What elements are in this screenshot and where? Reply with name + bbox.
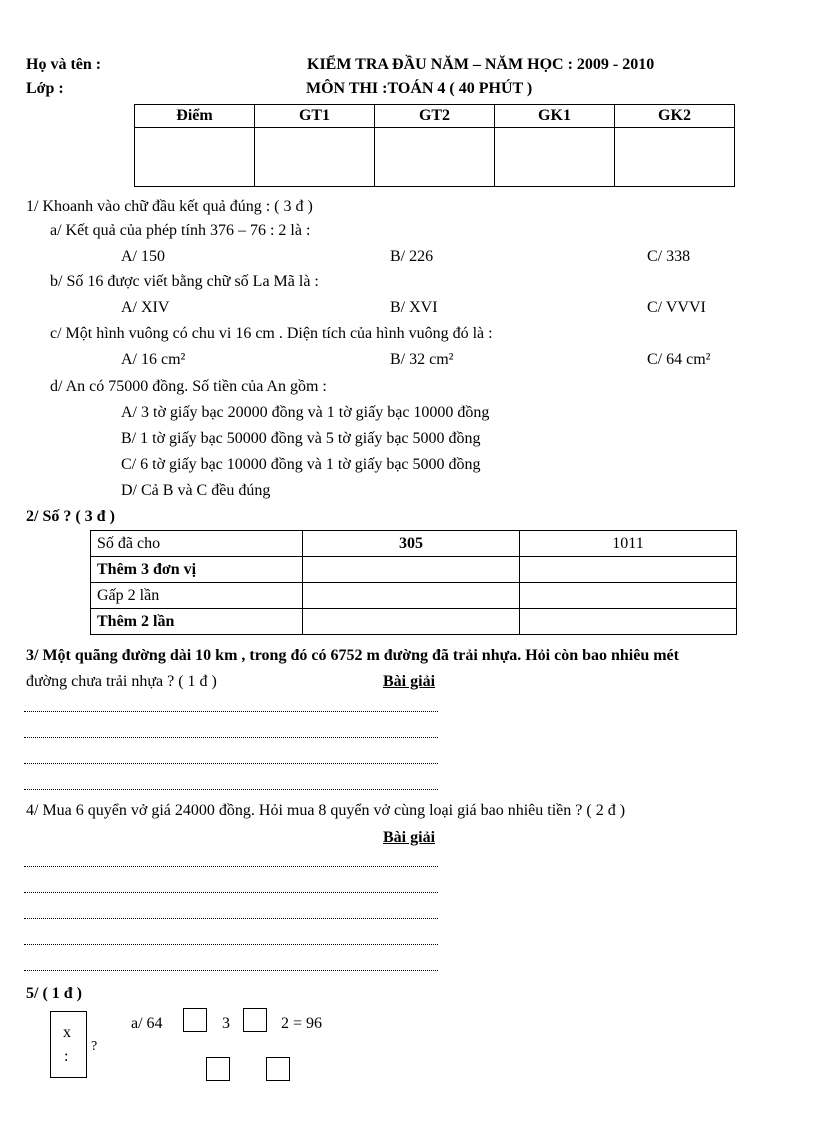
q1a-option-c[interactable]: C/ 338 — [647, 248, 691, 265]
q5a-suffix: 2 = 96 — [281, 1015, 323, 1032]
q2-answer-cell[interactable] — [520, 557, 737, 583]
q2-answer-cell[interactable] — [303, 557, 520, 583]
q1-title: 1/ Khoanh vào chữ đầu kết quả đúng : ( 3 đ ) — [26, 198, 313, 215]
q2-header-305: 305 — [303, 531, 520, 557]
q1d-option-b[interactable]: B/ 1 tờ giấy bạc 50000 đồng và 5 tờ giấy bạc 5000 đồng — [121, 430, 481, 447]
score-header-gt2: GT2 — [375, 105, 495, 128]
q1a-option-a[interactable]: A/ 150 — [121, 248, 165, 265]
q1a-option-b[interactable]: B/ 226 — [390, 248, 434, 265]
q3-solution-label: Bài giải — [383, 673, 436, 690]
q1c-option-b[interactable]: B/ 32 cm² — [390, 351, 454, 368]
q3-text: 3/ Một quãng đường dài 10 km , trong đó có 6752 m đường đã trải nhựa. Hỏi còn bao nhiêu mét — [26, 647, 679, 664]
q1d-question: d/ An có 75000 đồng. Số tiền của An gồm : — [50, 378, 327, 395]
q4-answer-line[interactable] — [24, 970, 438, 971]
class-label: Lớp : — [26, 80, 64, 97]
q4-solution-label: Bài giải — [383, 829, 436, 846]
score-table — [134, 104, 735, 187]
q5-title: 5/ ( 1 đ ) — [26, 985, 82, 1002]
q4-answer-line[interactable] — [24, 892, 438, 893]
q2-header-label: Số đã cho — [91, 531, 303, 557]
q5-operator-box — [50, 1011, 87, 1078]
score-cell-gk1[interactable] — [495, 128, 615, 187]
q2-answer-cell[interactable] — [303, 583, 520, 609]
q1b-option-c[interactable]: C/ VVVI — [647, 299, 706, 316]
name-label: Họ và tên : — [26, 56, 102, 73]
q5a-mid: 3 — [222, 1015, 230, 1032]
q1c-option-c[interactable]: C/ 64 cm² — [647, 351, 711, 368]
q2-header-1011: 1011 — [520, 531, 737, 557]
score-header-gk2: GK2 — [615, 105, 735, 128]
q1d-option-d[interactable]: D/ Cả B và C đều đúng — [121, 482, 271, 499]
q5-blank-box[interactable] — [206, 1057, 230, 1081]
q3-answer-line[interactable] — [24, 763, 438, 764]
q5-op-multiply: x — [63, 1024, 71, 1041]
q2-row-label: Thêm 3 đơn vị — [91, 557, 303, 583]
exam-subtitle: MÔN THI :TOÁN 4 ( 40 PHÚT ) — [306, 80, 533, 97]
q2-title: 2/ Số ? ( 3 đ ) — [26, 508, 115, 525]
q1d-option-a[interactable]: A/ 3 tờ giấy bạc 20000 đồng và 1 tờ giấy bạc 10000 đồng — [121, 404, 490, 421]
q5a-blank-box[interactable] — [243, 1008, 267, 1032]
score-header-diem: Điểm — [135, 105, 255, 128]
q5a-prefix: a/ 64 — [131, 1015, 163, 1032]
q1b-option-a[interactable]: A/ XIV — [121, 299, 170, 316]
q3-answer-line[interactable] — [24, 737, 438, 738]
q3-answer-line[interactable] — [24, 789, 438, 790]
q5-question-mark: ? — [91, 1039, 98, 1054]
q1d-option-c[interactable]: C/ 6 tờ giấy bạc 10000 đồng và 1 tờ giấy bạc 5000 đồng — [121, 456, 481, 473]
score-cell-gt2[interactable] — [375, 128, 495, 187]
q3-line1 — [26, 648, 679, 664]
q2-row-label: Thêm 2 lần — [91, 609, 303, 635]
q3-answer-line[interactable] — [24, 711, 438, 712]
q5-op-divide: : — [64, 1048, 69, 1065]
q4-answer-line[interactable] — [24, 866, 438, 867]
exam-title: KIỂM TRA ĐẦU NĂM – NĂM HỌC : 2009 - 2010 — [307, 56, 655, 73]
score-header-gt1: GT1 — [255, 105, 375, 128]
q4-answer-line[interactable] — [24, 918, 438, 919]
score-cell-gk2[interactable] — [615, 128, 735, 187]
q3-line2: đường chưa trải nhựa ? ( 1 đ ) — [26, 673, 217, 690]
q1b-question: b/ Số 16 được viết bằng chữ số La Mã là : — [50, 273, 319, 290]
q5-blank-box[interactable] — [266, 1057, 290, 1081]
score-cell-gt1[interactable] — [255, 128, 375, 187]
q5a-blank-box[interactable] — [183, 1008, 207, 1032]
q2-answer-cell[interactable] — [303, 609, 520, 635]
q2-row-label: Gấp 2 lần — [91, 583, 303, 609]
q4-answer-line[interactable] — [24, 944, 438, 945]
score-cell-diem[interactable] — [135, 128, 255, 187]
q1c-question: c/ Một hình vuông có chu vi 16 cm . Diện tích của hình vuông đó là : — [50, 325, 493, 342]
score-header-gk1: GK1 — [495, 105, 615, 128]
q2-answer-cell[interactable] — [520, 609, 737, 635]
q1a-question: a/ Kết quả của phép tính 376 – 76 : 2 là : — [50, 222, 311, 239]
q1c-option-a[interactable]: A/ 16 cm² — [121, 351, 186, 368]
q4-line1: 4/ Mua 6 quyển vở giá 24000 đồng. Hỏi mua 8 quyển vở cùng loại giá bao nhiêu tiền ? ( 2 đ ) — [26, 802, 626, 819]
q2-table — [90, 530, 737, 635]
q1b-option-b[interactable]: B/ XVI — [390, 299, 438, 316]
q2-answer-cell[interactable] — [520, 583, 737, 609]
